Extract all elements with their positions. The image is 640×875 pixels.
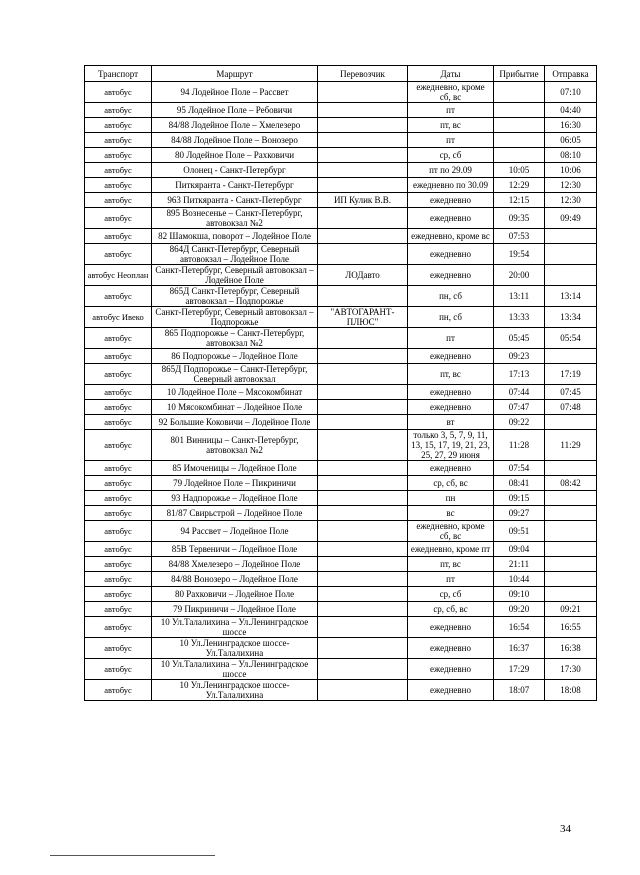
cell-carrier [318, 163, 408, 178]
cell-carrier [318, 542, 408, 557]
cell-transport: автобус [85, 349, 152, 364]
cell-arrival: 21:11 [494, 557, 545, 572]
cell-arrival [494, 103, 545, 118]
cell-route: 85В Тервеничи – Лодейное Поле [152, 542, 318, 557]
cell-transport: автобус [85, 506, 152, 521]
cell-carrier [318, 178, 408, 193]
table-row [85, 178, 597, 193]
cell-arrival: 13:11 [494, 286, 545, 307]
cell-dates: пт [408, 103, 494, 118]
cell-carrier [318, 82, 408, 103]
cell-route: 92 Большие Коковичи – Лодейное Поле [152, 415, 318, 430]
table-row [85, 286, 597, 307]
table-row [85, 82, 597, 103]
cell-dates: ежедневно [408, 244, 494, 265]
table-row [85, 430, 597, 461]
cell-dates: вт [408, 415, 494, 430]
cell-transport: автобус [85, 229, 152, 244]
cell-dates: ежедневно, кроме вс [408, 229, 494, 244]
cell-dates: пт [408, 572, 494, 587]
cell-carrier [318, 286, 408, 307]
cell-carrier [318, 680, 408, 701]
cell-departure: 17:30 [545, 659, 597, 680]
table-row [85, 659, 597, 680]
cell-transport: автобус [85, 178, 152, 193]
cell-transport: автобус [85, 286, 152, 307]
cell-route: 95 Лодейное Поле – Ребовичи [152, 103, 318, 118]
cell-route: 81/87 Свирьстрой – Лодейное Поле [152, 506, 318, 521]
cell-route: 94 Лодейное Поле – Рассвет [152, 82, 318, 103]
cell-carrier [318, 587, 408, 602]
table-row [85, 506, 597, 521]
cell-carrier [318, 400, 408, 415]
cell-arrival: 11:28 [494, 430, 545, 461]
cell-transport: автобус [85, 148, 152, 163]
cell-transport: автобус [85, 587, 152, 602]
table-row [85, 587, 597, 602]
cell-arrival: 08:41 [494, 476, 545, 491]
cell-departure: 09:21 [545, 602, 597, 617]
cell-carrier [318, 328, 408, 349]
cell-route: 864Д Санкт-Петербург, Северный автовокзал – Лодейное Поле [152, 244, 318, 265]
cell-arrival: 09:35 [494, 208, 545, 229]
cell-dates: ср, сб, вс [408, 476, 494, 491]
cell-departure: 17:19 [545, 364, 597, 385]
cell-arrival: 09:27 [494, 506, 545, 521]
table-row [85, 148, 597, 163]
cell-transport: автобус [85, 103, 152, 118]
table-row [85, 476, 597, 491]
cell-dates: ежедневно [408, 385, 494, 400]
cell-dates: пн, сб [408, 307, 494, 328]
cell-departure [545, 506, 597, 521]
cell-arrival: 09:51 [494, 521, 545, 542]
table-row [85, 328, 597, 349]
header-route: Маршрут [152, 66, 318, 82]
cell-route: Санкт-Петербург, Северный автовокзал – Лодейное Поле [152, 265, 318, 286]
cell-route: 84/88 Лодейное Поле – Вонозеро [152, 133, 318, 148]
cell-dates: ежедневно, кроме пт [408, 542, 494, 557]
table-row [85, 193, 597, 208]
cell-transport: автобус [85, 491, 152, 506]
cell-route: 79 Пикриничи – Лодейное Поле [152, 602, 318, 617]
table-row [85, 208, 597, 229]
cell-departure [545, 521, 597, 542]
cell-arrival: 13:33 [494, 307, 545, 328]
cell-departure: 16:38 [545, 638, 597, 659]
table-row [85, 133, 597, 148]
cell-arrival: 09:15 [494, 491, 545, 506]
cell-departure: 13:34 [545, 307, 597, 328]
cell-departure [545, 491, 597, 506]
cell-route: Питкяранта - Санкт-Петербург [152, 178, 318, 193]
cell-arrival: 16:54 [494, 617, 545, 638]
cell-dates: ежедневно по 30.09 [408, 178, 494, 193]
cell-route: 963 Питкяранта - Санкт-Петербург [152, 193, 318, 208]
cell-route: 895 Вознесенье – Санкт-Петербург, автовокзал №2 [152, 208, 318, 229]
cell-departure [545, 542, 597, 557]
cell-route: 86 Подпорожье – Лодейное Поле [152, 349, 318, 364]
cell-carrier: ИП Кулик В.В. [318, 193, 408, 208]
cell-route: 10 Мясокомбинат – Лодейное Поле [152, 400, 318, 415]
table-row [85, 680, 597, 701]
cell-arrival [494, 82, 545, 103]
cell-arrival: 19:54 [494, 244, 545, 265]
table-row [85, 244, 597, 265]
header-transport: Транспорт [85, 66, 152, 82]
cell-carrier: ЛОДавто [318, 265, 408, 286]
cell-departure [545, 461, 597, 476]
cell-departure [545, 572, 597, 587]
table-row [85, 349, 597, 364]
header-dates: Даты [408, 66, 494, 82]
cell-departure: 16:55 [545, 617, 597, 638]
cell-transport: автобус [85, 430, 152, 461]
cell-arrival: 07:54 [494, 461, 545, 476]
cell-carrier [318, 385, 408, 400]
cell-departure [545, 229, 597, 244]
cell-transport: автобус [85, 476, 152, 491]
cell-departure [545, 557, 597, 572]
cell-carrier [318, 602, 408, 617]
table-row [85, 103, 597, 118]
cell-dates: ср, сб [408, 148, 494, 163]
cell-departure: 10:06 [545, 163, 597, 178]
schedule-body [85, 82, 597, 701]
cell-transport: автобус [85, 328, 152, 349]
cell-dates: ежедневно [408, 659, 494, 680]
cell-carrier [318, 617, 408, 638]
cell-departure: 09:49 [545, 208, 597, 229]
cell-transport: автобус [85, 133, 152, 148]
table-row [85, 163, 597, 178]
cell-departure [545, 244, 597, 265]
cell-departure: 11:29 [545, 430, 597, 461]
cell-departure [545, 265, 597, 286]
cell-transport: автобус [85, 557, 152, 572]
table-row [85, 229, 597, 244]
cell-carrier [318, 133, 408, 148]
cell-route: 80 Рахковичи – Лодейное Поле [152, 587, 318, 602]
cell-dates: ежедневно, кроме сб, вс [408, 82, 494, 103]
cell-route: 82 Шамокша, поворот – Лодейное Поле [152, 229, 318, 244]
cell-route: 10 Ул.Ленинградское шоссе- Ул.Талалихина [152, 638, 318, 659]
table-row [85, 602, 597, 617]
cell-arrival: 05:45 [494, 328, 545, 349]
cell-arrival: 10:44 [494, 572, 545, 587]
cell-dates: пт, вс [408, 557, 494, 572]
cell-transport: автобус [85, 415, 152, 430]
cell-departure: 07:48 [545, 400, 597, 415]
header-departure: Отправка [545, 66, 597, 82]
table-row [85, 542, 597, 557]
cell-departure: 12:30 [545, 193, 597, 208]
cell-arrival: 17:29 [494, 659, 545, 680]
cell-arrival: 09:23 [494, 349, 545, 364]
cell-transport: автобус Неоплан [85, 265, 152, 286]
cell-arrival: 20:00 [494, 265, 545, 286]
cell-arrival: 10:05 [494, 163, 545, 178]
cell-dates: пт, вс [408, 118, 494, 133]
cell-arrival: 07:44 [494, 385, 545, 400]
cell-carrier [318, 415, 408, 430]
cell-carrier [318, 364, 408, 385]
cell-transport: автобус [85, 193, 152, 208]
cell-transport: автобус [85, 638, 152, 659]
cell-departure: 07:10 [545, 82, 597, 103]
cell-carrier: "АВТОГАРАНТ-ПЛЮС" [318, 307, 408, 328]
cell-dates: только 3, 5, 7, 9, 11, 13, 15, 17, 19, 21, 23, 25, 27, 29 июня [408, 430, 494, 461]
cell-arrival [494, 118, 545, 133]
cell-route: 93 Надпорожье – Лодейное Поле [152, 491, 318, 506]
table-row [85, 572, 597, 587]
cell-carrier [318, 461, 408, 476]
cell-dates: пн, сб [408, 286, 494, 307]
cell-route: Олонец - Санкт-Петербург [152, 163, 318, 178]
cell-departure [545, 349, 597, 364]
table-row [85, 415, 597, 430]
cell-transport: автобус Ивеко [85, 307, 152, 328]
cell-transport: автобус [85, 680, 152, 701]
cell-transport: автобус [85, 617, 152, 638]
cell-arrival: 16:37 [494, 638, 545, 659]
cell-departure [545, 415, 597, 430]
page-number: 34 [560, 823, 571, 835]
cell-carrier [318, 430, 408, 461]
cell-departure: 16:30 [545, 118, 597, 133]
table-row [85, 461, 597, 476]
cell-dates: ежедневно, кроме сб, вс [408, 521, 494, 542]
cell-departure: 12:30 [545, 178, 597, 193]
cell-dates: ср, сб, вс [408, 602, 494, 617]
footnote-separator [50, 855, 215, 856]
cell-carrier [318, 557, 408, 572]
cell-dates: пт [408, 133, 494, 148]
cell-carrier [318, 521, 408, 542]
cell-route: 865Д Санкт-Петербург, Северный автовокзал – Подпорожье [152, 286, 318, 307]
cell-transport: автобус [85, 163, 152, 178]
cell-departure: 18:08 [545, 680, 597, 701]
cell-transport: автобус [85, 542, 152, 557]
cell-arrival: 12:29 [494, 178, 545, 193]
cell-carrier [318, 659, 408, 680]
cell-route: 80 Лодейное Поле – Рахковичи [152, 148, 318, 163]
cell-departure: 13:14 [545, 286, 597, 307]
cell-route: 10 Ул.Талалихина – Ул.Ленинградское шоссе [152, 617, 318, 638]
cell-arrival: 18:07 [494, 680, 545, 701]
cell-route: Санкт-Петербург, Северный автовокзал – Подпорожье [152, 307, 318, 328]
cell-route: 94 Рассвет – Лодейное Поле [152, 521, 318, 542]
cell-arrival [494, 133, 545, 148]
cell-dates: пт по 29.09 [408, 163, 494, 178]
cell-arrival: 09:10 [494, 587, 545, 602]
header-row [85, 66, 597, 82]
cell-departure: 04:40 [545, 103, 597, 118]
cell-route: 85 Имоченицы – Лодейное Поле [152, 461, 318, 476]
cell-transport: автобус [85, 461, 152, 476]
cell-carrier [318, 148, 408, 163]
cell-dates: ежедневно [408, 680, 494, 701]
cell-arrival: 09:04 [494, 542, 545, 557]
cell-dates: ежедневно [408, 461, 494, 476]
cell-dates: ежедневно [408, 349, 494, 364]
table-row [85, 265, 597, 286]
cell-carrier [318, 229, 408, 244]
cell-dates: пн [408, 491, 494, 506]
table-row [85, 557, 597, 572]
schedule-header [85, 66, 597, 82]
cell-dates: ежедневно [408, 617, 494, 638]
cell-departure: 05:54 [545, 328, 597, 349]
cell-arrival [494, 148, 545, 163]
table-row [85, 400, 597, 415]
cell-carrier [318, 572, 408, 587]
cell-carrier [318, 349, 408, 364]
cell-transport: автобус [85, 572, 152, 587]
cell-transport: автобус [85, 208, 152, 229]
cell-arrival: 09:22 [494, 415, 545, 430]
cell-carrier [318, 208, 408, 229]
cell-dates: ср, сб [408, 587, 494, 602]
cell-dates: ежедневно [408, 400, 494, 415]
cell-carrier [318, 506, 408, 521]
cell-dates: ежедневно [408, 638, 494, 659]
cell-dates: пт [408, 328, 494, 349]
table-row [85, 491, 597, 506]
cell-arrival: 07:53 [494, 229, 545, 244]
cell-departure: 07:45 [545, 385, 597, 400]
table-row [85, 307, 597, 328]
table-row [85, 617, 597, 638]
cell-arrival: 17:13 [494, 364, 545, 385]
cell-transport: автобус [85, 521, 152, 542]
cell-route: 865Д Подпорожье – Санкт-Петербург, Северный автовокзал [152, 364, 318, 385]
cell-dates: ежедневно [408, 193, 494, 208]
cell-transport: автобус [85, 118, 152, 133]
cell-carrier [318, 476, 408, 491]
header-arrival: Прибытие [494, 66, 545, 82]
cell-transport: автобус [85, 385, 152, 400]
cell-route: 801 Винницы – Санкт-Петербург, автовокзал №2 [152, 430, 318, 461]
cell-route: 84/88 Вонозеро – Лодейное Поле [152, 572, 318, 587]
cell-arrival: 09:20 [494, 602, 545, 617]
cell-departure: 08:10 [545, 148, 597, 163]
cell-route: 10 Ул.Ленинградское шоссе- Ул.Талалихина [152, 680, 318, 701]
cell-carrier [318, 118, 408, 133]
cell-route: 79 Лодейное Поле – Пикриничи [152, 476, 318, 491]
header-carrier: Перевозчик [318, 66, 408, 82]
cell-route: 84/88 Хмелезеро – Лодейное Поле [152, 557, 318, 572]
cell-transport: автобус [85, 602, 152, 617]
cell-departure [545, 587, 597, 602]
table-row [85, 118, 597, 133]
cell-transport: автобус [85, 244, 152, 265]
cell-route: 865 Подпорожье – Санкт-Петербург, автовокзал №2 [152, 328, 318, 349]
cell-carrier [318, 103, 408, 118]
cell-transport: автобус [85, 364, 152, 385]
cell-transport: автобус [85, 659, 152, 680]
cell-carrier [318, 491, 408, 506]
cell-arrival: 07:47 [494, 400, 545, 415]
table-row [85, 521, 597, 542]
cell-dates: пт, вс [408, 364, 494, 385]
table-row [85, 364, 597, 385]
cell-carrier [318, 638, 408, 659]
cell-transport: автобус [85, 400, 152, 415]
cell-carrier [318, 244, 408, 265]
table-row [85, 385, 597, 400]
cell-dates: вс [408, 506, 494, 521]
cell-route: 10 Лодейное Поле – Мясокомбинат [152, 385, 318, 400]
cell-departure: 06:05 [545, 133, 597, 148]
schedule-table [84, 65, 597, 701]
cell-route: 10 Ул.Талалихина – Ул.Ленинградское шоссе [152, 659, 318, 680]
table-row [85, 638, 597, 659]
cell-departure: 08:42 [545, 476, 597, 491]
cell-arrival: 12:15 [494, 193, 545, 208]
cell-dates: ежедневно [408, 265, 494, 286]
cell-transport: автобус [85, 82, 152, 103]
cell-route: 84/88 Лодейное Поле – Хмелезеро [152, 118, 318, 133]
cell-dates: ежедневно [408, 208, 494, 229]
